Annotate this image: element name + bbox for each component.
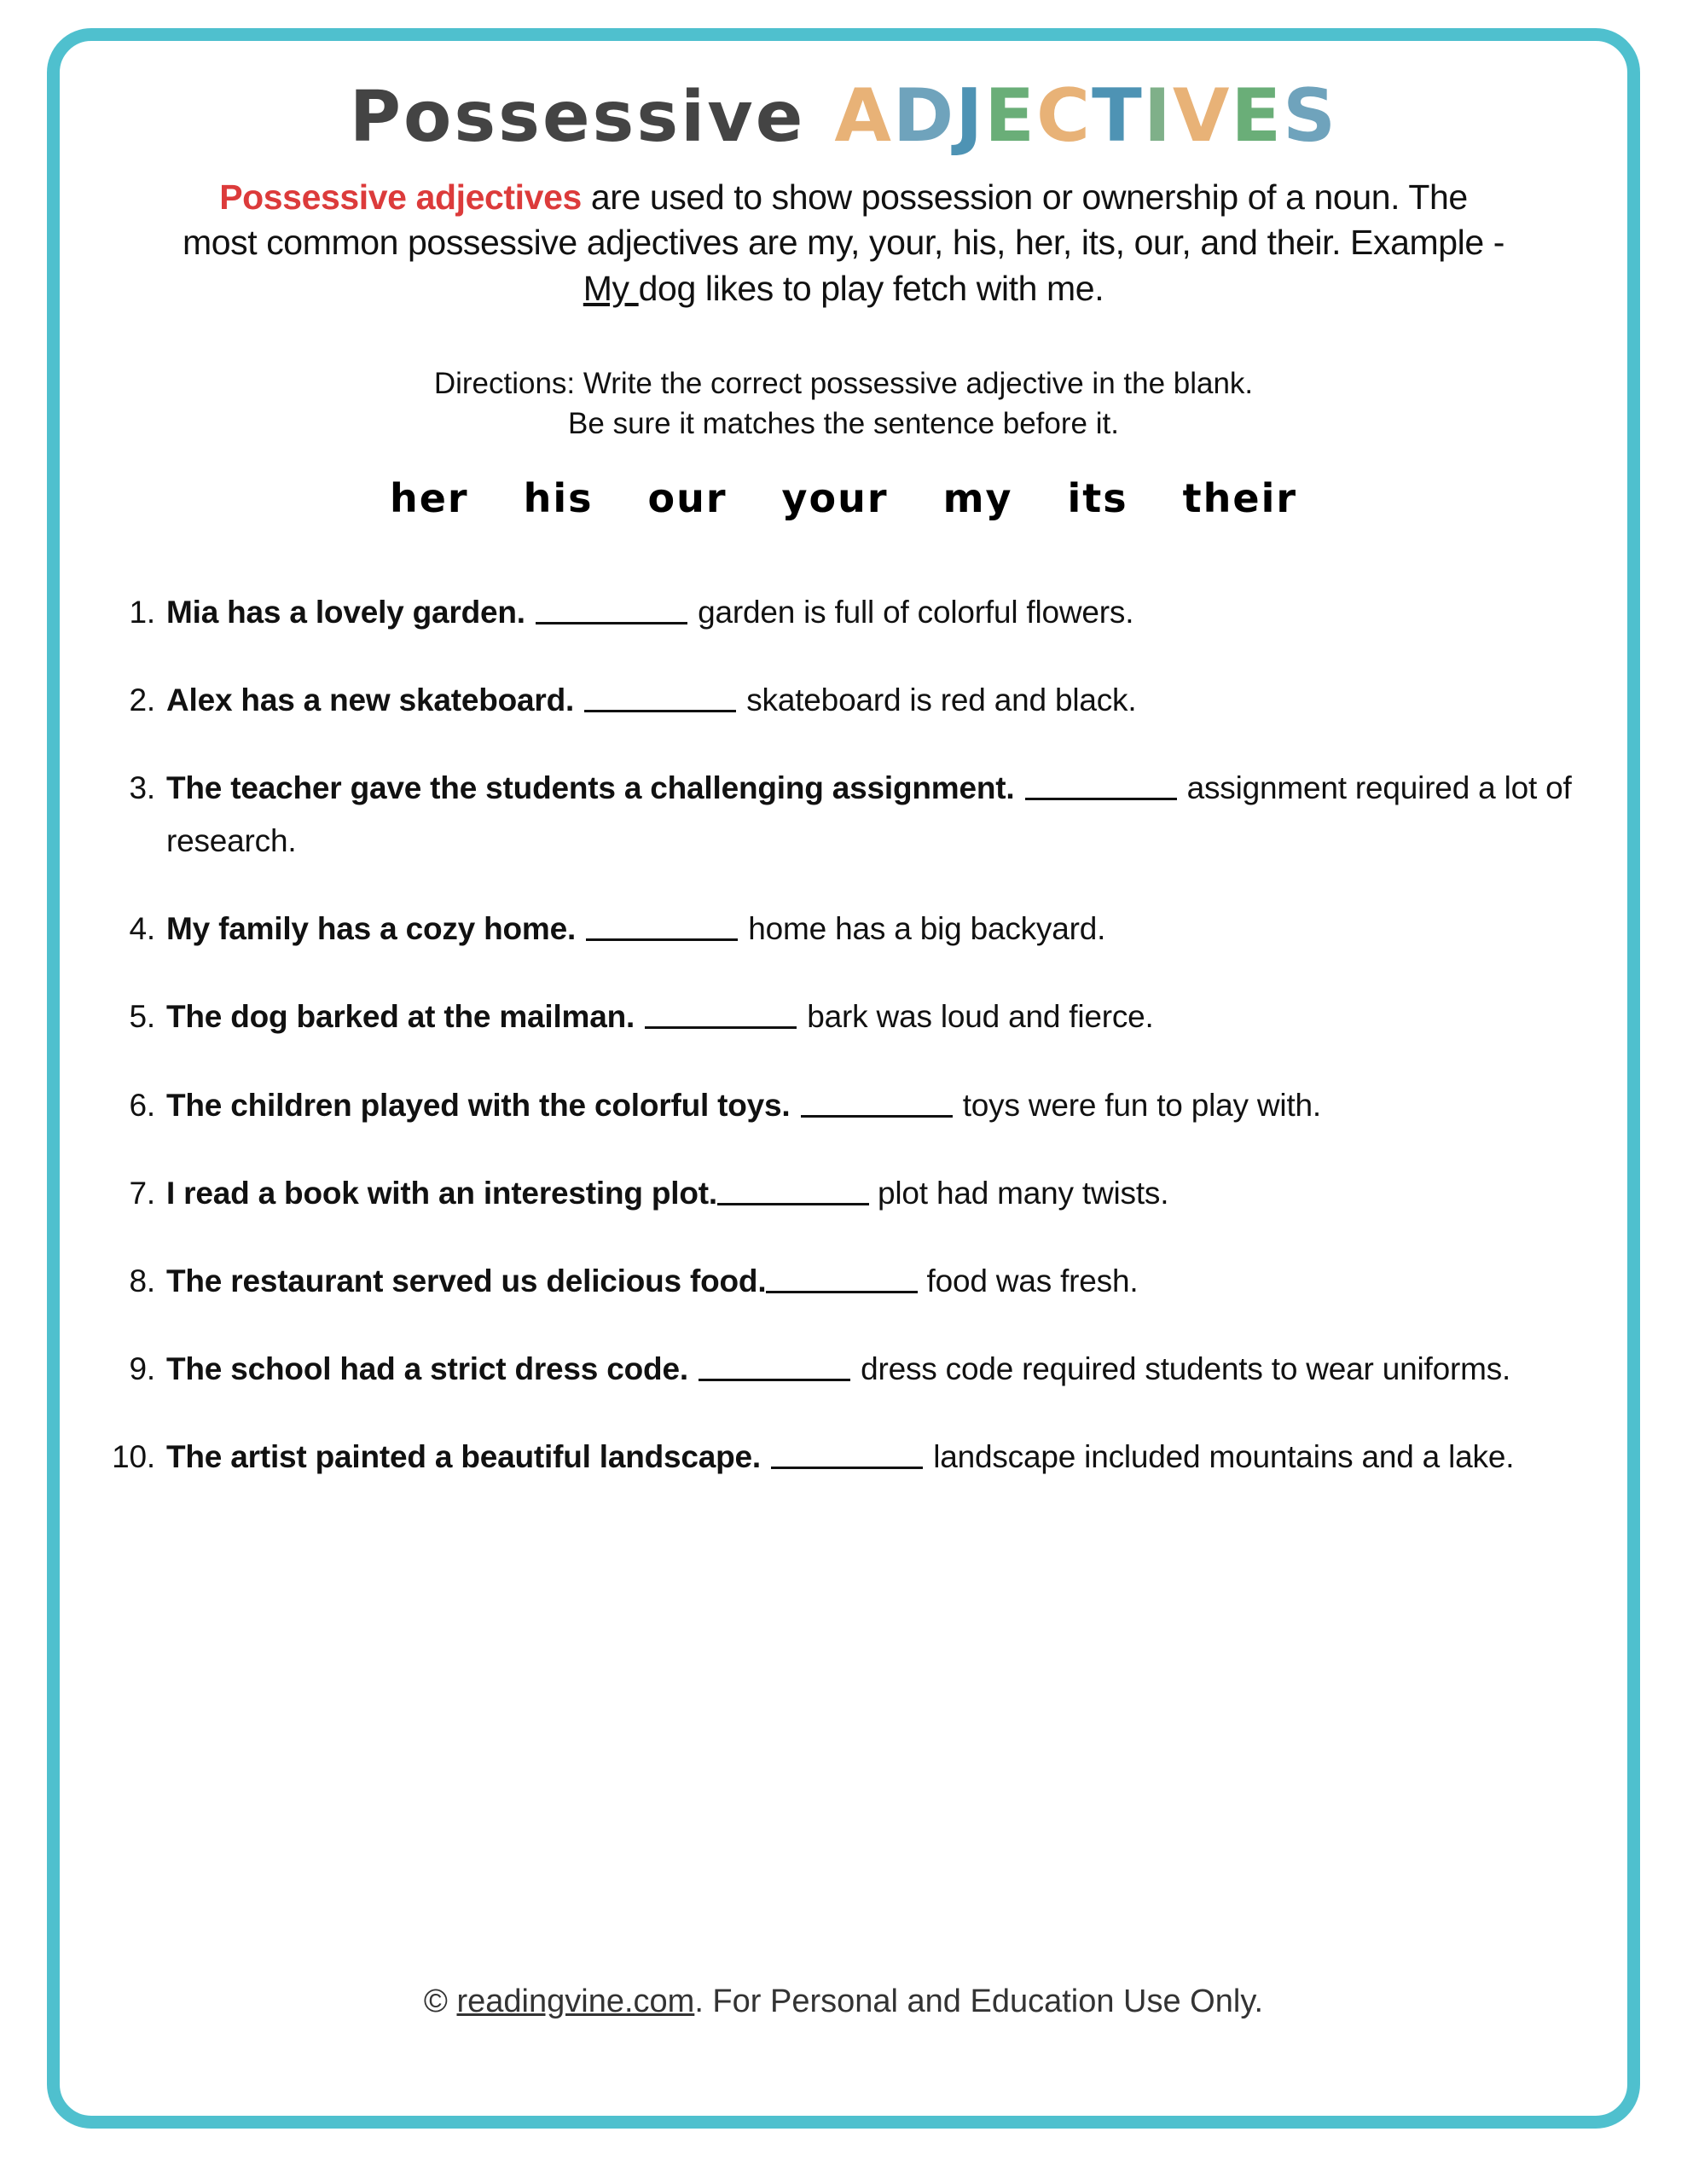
question-item [102,1431,1585,1484]
word-bank-item-his[interactable]: his [523,474,594,521]
question-tail-sentence: plot had many twists. [878,1175,1169,1211]
question-number: 1. [129,594,155,630]
answer-blank[interactable] [1025,772,1177,800]
question-number: 8. [129,1263,155,1298]
question-item [102,990,1585,1043]
intro-underlined-example: My [583,268,639,308]
title-letter-c-4: C [1036,73,1093,159]
footer-credit [0,1984,1687,2020]
title-letter-e-8: E [1231,73,1284,159]
question-item [102,1255,1585,1308]
question-number: 3. [129,770,155,805]
footer-site-link[interactable]: readingvine.com [456,1984,695,2019]
answer-blank[interactable] [536,596,687,624]
page-title [102,73,1585,159]
directions-line-1: Directions: Write the correct possessive adjective in the blank. [433,366,1254,400]
answer-blank[interactable] [766,1265,918,1293]
question-number: 5. [129,999,155,1035]
answer-blank[interactable] [699,1353,850,1381]
question-tail-sentence: food was fresh. [926,1263,1139,1298]
title-word-possessive: Possessive [349,77,806,158]
answer-blank[interactable] [586,913,738,941]
question-list [102,586,1585,1484]
worksheet-content [102,64,1585,1519]
title-letter-s-9: S [1283,73,1338,159]
question-tail-sentence: garden is full of colorful flowers. [698,594,1134,630]
title-letter-e-3: E [984,73,1037,159]
question-lead-sentence: The dog barked at the mailman. [166,999,635,1035]
question-number: 2. [129,682,155,717]
title-word-adjectives [834,73,1338,159]
question-tail-sentence: bark was loud and fierce. [807,999,1154,1035]
title-letter-v-7: V [1172,73,1232,159]
question-number: 4. [129,911,155,947]
footer-rest: . For Personal and Education Use Only. [694,1984,1264,2019]
question-lead-sentence: Alex has a new skateboard. [166,682,575,717]
answer-blank[interactable] [584,684,736,712]
word-bank [102,475,1585,521]
question-lead-sentence: The school had a strict dress code. [166,1351,688,1387]
question-tail-sentence: landscape included mountains and a lake. [933,1439,1515,1475]
question-lead-sentence: The restaurant served us delicious food. [166,1263,767,1298]
question-item [102,762,1585,868]
question-lead-sentence: The artist painted a beautiful landscape. [166,1439,762,1475]
question-item [102,1343,1585,1396]
question-tail-sentence: skateboard is red and black. [746,682,1137,717]
word-bank-item-your[interactable]: your [781,474,889,521]
question-item [102,674,1585,727]
title-letter-a-0: A [834,73,893,159]
question-lead-sentence: The teacher gave the students a challenging assignment. [166,770,1015,805]
question-item [102,586,1585,639]
question-tail-sentence: dress code required students to wear uniforms. [861,1351,1511,1387]
answer-blank[interactable] [771,1441,923,1469]
copyright-icon: © [423,1984,448,2019]
question-tail-sentence: assignment required a lot of research. [166,770,1572,859]
title-letter-j-2: J [955,73,985,159]
word-bank-item-their[interactable]: their [1182,474,1298,521]
answer-blank[interactable] [801,1089,953,1118]
question-number: 10. [112,1439,155,1475]
title-letter-d-1: D [892,73,956,159]
word-bank-item-my[interactable]: my [942,474,1013,521]
question-item [102,1167,1585,1220]
directions-line-2: Be sure it matches the sentence before it. [568,406,1119,440]
title-letter-t-5: T [1092,73,1144,159]
question-number: 7. [129,1175,155,1211]
word-bank-item-our[interactable]: our [647,474,728,521]
intro-part2: dog likes to play fetch with me. [638,268,1104,308]
intro-part1: are used to show possession or ownership of a noun. The most common possessive adjectives are my, your, his, her, its, our, and their. Example - [182,177,1505,263]
question-lead-sentence: The children played with the colorful toys. [166,1087,791,1123]
intro-highlight: Possessive adjectives [219,177,582,217]
question-number: 9. [129,1351,155,1387]
answer-blank[interactable] [645,1001,797,1029]
question-item [102,1079,1585,1132]
question-lead-sentence: I read a book with an interesting plot. [166,1175,717,1211]
word-bank-item-her[interactable]: her [389,474,469,521]
question-lead-sentence: Mia has a lovely garden. [166,594,525,630]
question-item [102,903,1585,956]
question-tail-sentence: toys were fun to play with. [962,1087,1321,1123]
question-number: 6. [129,1087,155,1123]
answer-blank[interactable] [717,1177,869,1205]
question-lead-sentence: My family has a cozy home. [166,911,577,947]
directions-block [204,364,1483,444]
question-tail-sentence: home has a big backyard. [748,911,1106,947]
intro-paragraph [178,175,1509,311]
title-letter-i-6: I [1143,73,1173,159]
word-bank-item-its[interactable]: its [1067,474,1128,521]
